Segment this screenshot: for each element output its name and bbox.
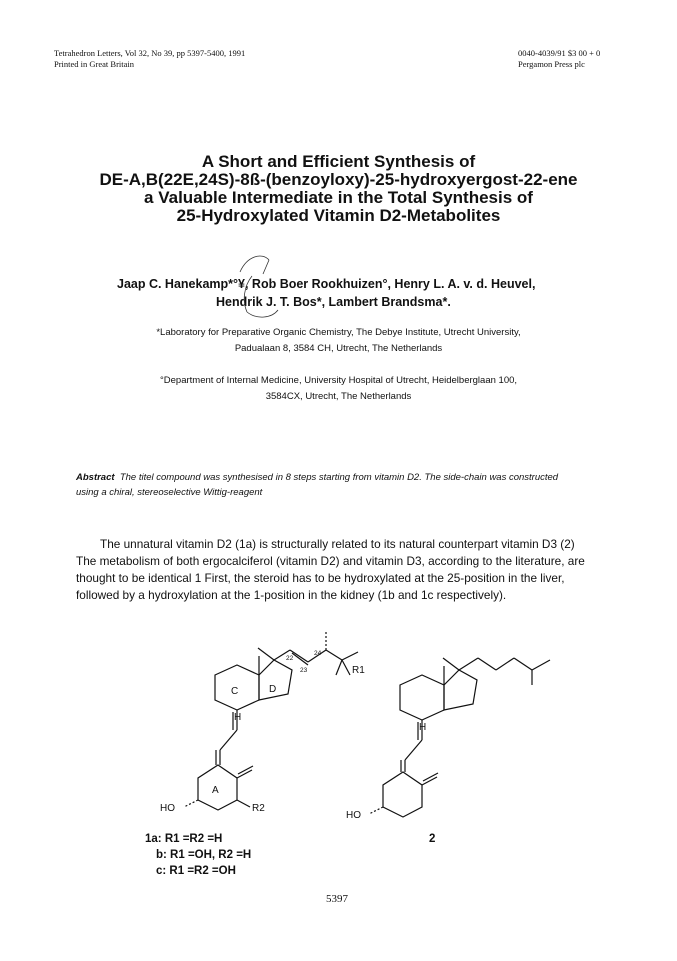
affiliation-2-line-2: 3584CX, Utrecht, The Netherlands <box>265 391 412 402</box>
ring-c-label: C <box>231 686 239 697</box>
abstract-line-1 <box>76 471 558 485</box>
chemical-structures <box>140 630 560 830</box>
journal-citation: Tetrahedron Letters, Vol 32, No 39, pp 5397-5400, 1991 <box>54 48 246 58</box>
body-line-3: thought to be identical 1 First, the steroid has to be hydroxylated at the 25-position in the liver, <box>76 571 565 585</box>
ring-d-2 <box>444 670 477 710</box>
affiliation-1-line-1: *Laboratory for Preparative Organic Chemistry, The Debye Institute, Utrecht University, <box>156 327 521 338</box>
body-line-2: The metabolism of both ergocalciferol (vitamin D2) and vitamin D3, according to the literature, are <box>76 554 585 568</box>
page-number: 5397 <box>326 893 348 905</box>
h-label-1: H <box>234 712 242 723</box>
issn-code: 0040-4039/91 $3 00 + 0 <box>518 48 601 58</box>
ho-label-2: HO <box>346 810 361 821</box>
affiliation-1-line-2: Padualaan 8, 3584 CH, Utrecht, The Netherlands <box>234 343 443 354</box>
legend-1a: 1a: R1 =R2 =H <box>145 833 223 845</box>
body-line-4: followed by a hydroxylation at the 1-position in the kidney (1b and 1c respectively). <box>76 588 507 602</box>
h-label-2: H <box>419 722 427 733</box>
title-line-2: DE-A,B(22E,24S)-8ß-(benzoyloxy)-25-hydroxyergost-22-ene <box>99 170 578 189</box>
title-line-4: 25-Hydroxylated Vitamin D2-Metabolites <box>176 206 501 225</box>
r1-label: R1 <box>352 665 365 676</box>
c24-label: 24 <box>314 650 322 657</box>
compound-2-label: 2 <box>429 833 436 845</box>
ho-label-1: HO <box>160 803 175 814</box>
title-line-3: a Valuable Intermediate in the Total Synthesis of <box>144 188 533 207</box>
ring-d-label: D <box>269 684 277 695</box>
abstract-label: Abstract <box>76 472 115 483</box>
affiliation-2-line-1: °Department of Internal Medicine, University Hospital of Utrecht, Heidelberglaan 100, <box>159 375 518 386</box>
publisher: Pergamon Press plc <box>518 59 585 69</box>
body-line-1: The unnatural vitamin D2 (1a) is structurally related to its natural counterpart vitamin D3 (2) <box>100 537 575 551</box>
abstract-line-2: using a chiral, stereoselective Wittig-reagent <box>76 487 263 498</box>
ring-a-2 <box>383 772 422 817</box>
authors-line-2: Hendrik J. T. Bos*, Lambert Brandsma*. <box>216 295 451 309</box>
c23-label: 23 <box>300 667 308 674</box>
ring-a-label: A <box>212 785 219 796</box>
r2-label: R2 <box>252 803 265 814</box>
printed-in: Printed in Great Britain <box>54 59 135 69</box>
legend-1b: b: R1 =OH, R2 =H <box>156 849 252 861</box>
authors-line-1: Jaap C. Hanekamp*°¥, Rob Boer Rookhuizen°, Henry L. A. v. d. Heuvel, <box>117 277 536 291</box>
ring-c-2 <box>400 675 444 720</box>
legend-1c: c: R1 =R2 =OH <box>156 865 236 877</box>
abstract-text-1: The titel compound was synthesised in 8 steps starting from vitamin D2. The side-chain was constructed <box>119 472 559 483</box>
title-line-1: A Short and Efficient Synthesis of <box>201 152 476 171</box>
handwritten-mark <box>222 246 282 326</box>
c22-label: 22 <box>286 655 294 662</box>
